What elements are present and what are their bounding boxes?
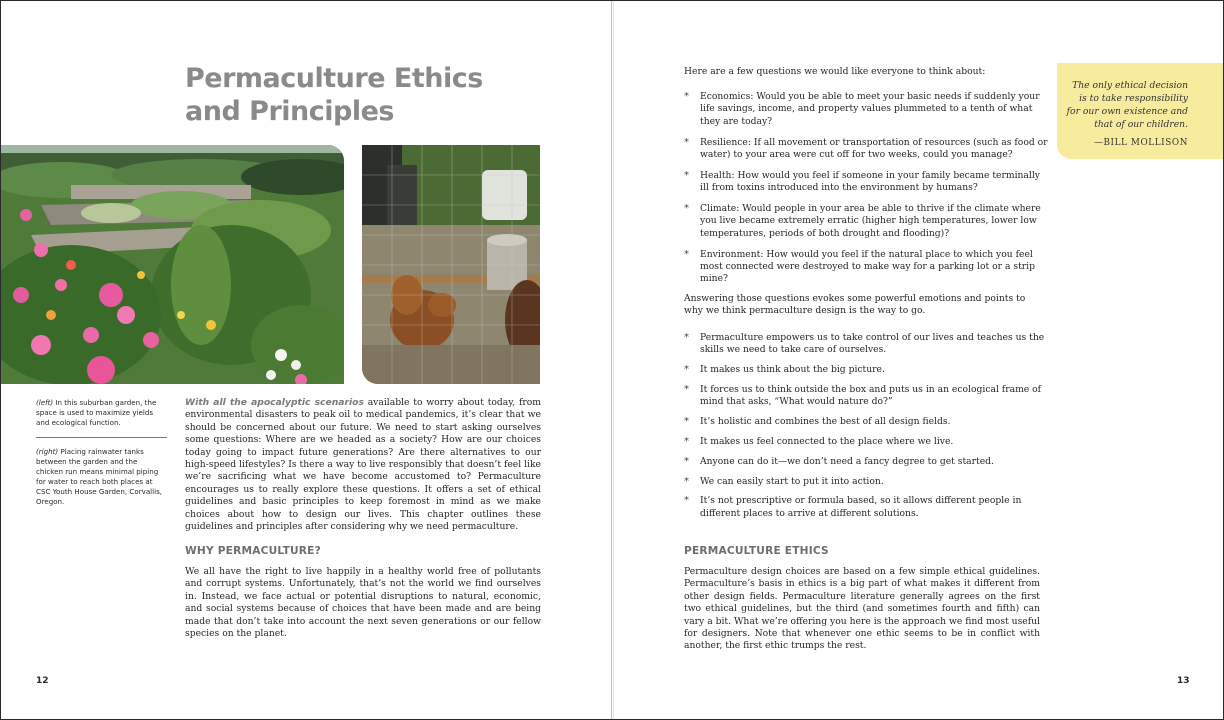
- bullet-star-icon: *: [684, 203, 689, 215]
- gutter-shadow: [613, 1, 614, 719]
- caption-divider: [36, 437, 167, 438]
- list-item: * We can easily start to put it into action.: [684, 475, 884, 487]
- bullet-star-icon: *: [684, 169, 689, 181]
- reasons-list: [684, 332, 1049, 528]
- ethics-paragraph: Permaculture design choices are based on a few simple ethical guidelines. Permaculture’s basis in ethics is a big part of what makes it different from other design fields. Permaculture literature generally agrees on the first two ethical guidelines, but the third (and sometimes fourth and fifth) can vary a bit. What we’re offering you here is the approach we find most useful for designers. Note that whenever one ethic seems to be in conflict with another, the first ethic trumps the rest.: [684, 566, 1040, 652]
- section-heading-ethics: PERMACULTURE ETHICS: [684, 545, 829, 557]
- list-item: * Health: How would you feel if someone in your family became terminally ill from toxins introduced into the environment by humans?: [684, 169, 1040, 194]
- garden-photo: [1, 145, 344, 384]
- list-item: * It forces us to think outside the box and puts us in an ecological frame of mind that asks, “What would nature do?”: [684, 384, 1042, 408]
- why-paragraph: We all have the right to live happily in a healthy world free of pollutants and corrupt systems. Unfortunately, that’s not the world we find ourselves in. Instead, we face actual or potential disruptions to natural, economic, and social systems because of choices that have been made and are being made that don’t take into account the next seven generations or our fellow species on the planet.: [185, 566, 541, 640]
- bullet-star-icon: *: [684, 136, 689, 148]
- caption-right-photo: (right) Placing rainwater tanks between the garden and the chicken run means minimal piping for water to reach both places at CSC Youth House Garden, Corvallis, Oregon.: [36, 447, 163, 506]
- list-item: * Anyone can do it—we don’t need a fancy degree to get started.: [684, 455, 994, 467]
- page-number-right: 13: [1177, 676, 1190, 686]
- chicken-run-photo: [362, 145, 540, 384]
- bullet-star-icon: *: [684, 416, 689, 428]
- bullet-star-icon: *: [684, 91, 689, 102]
- pull-quote-text: The only ethical decision is to take responsibility for our own existence and that of our children.: [1066, 80, 1188, 130]
- bullet-star-icon: *: [684, 495, 689, 507]
- list-item: * It’s holistic and combines the best of all design fields.: [684, 416, 951, 428]
- bullet-star-icon: *: [684, 455, 689, 467]
- list-item: * It’s not prescriptive or formula based, so it allows different people in different places to arrive at different solutions.: [684, 495, 1022, 519]
- list-item: * Environment: How would you feel if the natural place to which you feel most connected were destroyed to make way for a parking lot or a strip mine?: [684, 248, 1035, 285]
- caption-left-photo: (left) In this suburban garden, the space is used to maximize yields and ecological function.: [36, 398, 157, 427]
- bullet-star-icon: *: [684, 475, 689, 487]
- bullet-star-icon: *: [684, 364, 689, 376]
- gutter-line: [611, 1, 612, 719]
- answer-paragraph: Answering those questions evokes some powerful emotions and points to why we think permaculture design is the way to go.: [684, 293, 1026, 317]
- list-item: * Economics: Would you be able to meet your basic needs if suddenly your life savings, income, and property values plummeted to a tenth of what they are today?: [684, 91, 1040, 127]
- list-item: * Permaculture empowers us to take control of our lives and teaches us the skills we need to take care of ourselves.: [684, 332, 1045, 356]
- bullet-star-icon: *: [684, 436, 689, 447]
- bullet-star-icon: *: [684, 332, 689, 343]
- list-item: * Resilience: If all movement or transportation of resources (such as food or water) to your area were cut off for two weeks, could you manage?: [684, 136, 1048, 161]
- intro-paragraph: With all the apocalyptic scenarios available to worry about today, from environmental disasters to peak oil to medical pandemics, it’s clear that we should be concerned about our future. We need to start asking ourselves some questions: Where are we headed as a society? How are our choices today going to impact future generations? Are there alternatives to our high-speed lifestyles? Is there a way to live responsibly that doesn’t feel like we’re sacrificing what we have become accustomed to? Permaculture encourages us to really explore these questions. It offers a set of ethical guidelines and basic principles to keep foremost in mind as we make choices about how to design our lives. This chapter outlines these guidelines and principles after considering why we need permaculture.: [185, 397, 541, 533]
- pull-quote-author: —BILL MOLLISON: [1094, 138, 1188, 148]
- bullet-star-icon: *: [684, 248, 689, 260]
- questions-list: [684, 91, 1049, 294]
- questions-intro: Here are a few questions we would like everyone to think about:: [684, 66, 986, 77]
- page-title: Permaculture Ethics and Principles: [185, 63, 483, 127]
- list-item: * It makes us think about the big picture.: [684, 364, 885, 376]
- bullet-star-icon: *: [684, 384, 689, 395]
- list-item: * It makes us feel connected to the place where we live.: [684, 436, 954, 447]
- intro-lead-in: With all the apocalyptic scenarios: [185, 397, 364, 408]
- list-item: * Climate: Would people in your area be able to thrive if the climate where you live became extremely erratic (higher high temperatures, lower low temperatures, periods of both drought and flooding)?: [684, 203, 1041, 239]
- section-heading-why: WHY PERMACULTURE?: [185, 545, 321, 557]
- page-number-left: 12: [36, 676, 49, 686]
